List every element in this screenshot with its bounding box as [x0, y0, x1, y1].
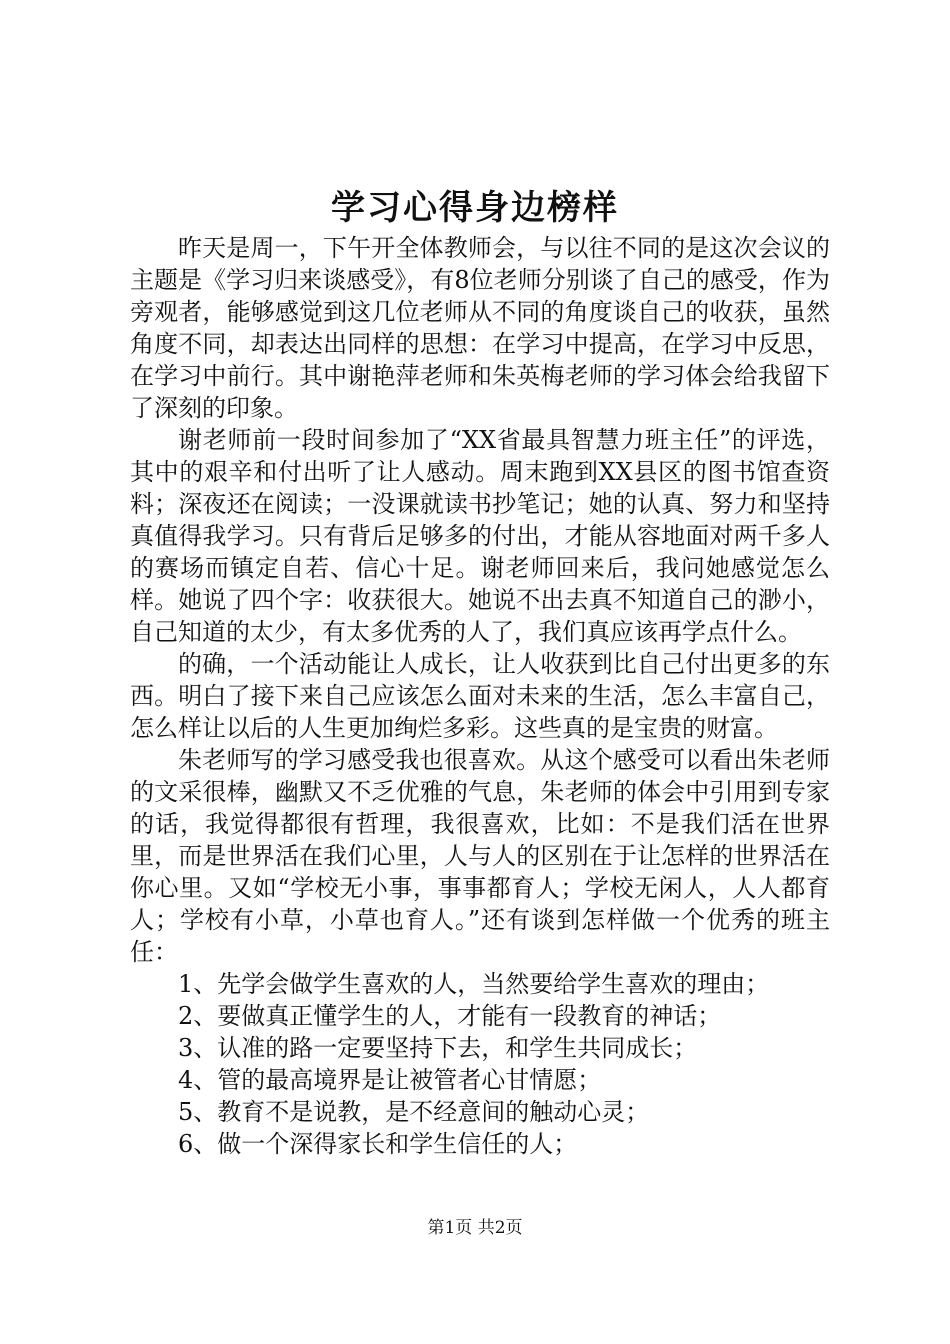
- list-item-3: 3、认准的路一定要坚持下去，和学生共同成长；: [178, 1034, 698, 1062]
- paragraph-2: 谢老师前一段时间参加了“XX省最具智慧力班主任”的评选，其中的艰辛和付出听了让人感动。周末跑到XX县区的图书馆查资料；深夜还在阅读；一没课就读书抄笔记；她的认真、努力和坚持真值得我学习。只有背后足够多的付出，才能从容地面对两千多人的赛场而镇定自若、信心十足。谢老师回来后，我问她感觉怎么样。她说了四个字：收获很大。她说不出去真不知道自己的渺小，自己知道的太少，有太多优秀的人了，我们真应该再学点什么。: [130, 426, 830, 646]
- list-item-6: 6、做一个深得家长和学生信任的人；: [178, 1130, 578, 1158]
- list-item-1: 1、先学会做学生喜欢的人，当然要给学生喜欢的理由；: [178, 970, 770, 998]
- list-item-4: 4、管的最高境界是让被管者心甘情愿；: [178, 1066, 602, 1094]
- paragraph-4: 朱老师写的学习感受我也很喜欢。从这个感受可以看出朱老师的文采很棒，幽默又不乏优雅的气息，朱老师的体会中引用到专家的话，我觉得都很有哲理，我很喜欢，比如：不是我们活在世界里，而是世界活在我们心里，人与人的区别在于让怎样的世界活在你心里。又如“学校无小事，事事都育人；学校无闲人，人人都育人；学校有小草，小草也育人。”还有谈到怎样做一个优秀的班主任：: [130, 746, 830, 966]
- paragraph-1: 昨天是周一，下午开全体教师会，与以往不同的是这次会议的主题是《学习归来谈感受》，有8位老师分别谈了自己的感受，作为旁观者，能够感觉到这几位老师从不同的角度谈自己的收获，虽然角度不同，却表达出同样的思想：在学习中提高，在学习中反思，在学习中前行。其中谢艳萍老师和朱英梅老师的学习体会给我留下了深刻的印象。: [130, 234, 830, 422]
- document-body: [130, 232, 830, 1160]
- page-footer: 第1页 共2页: [427, 1218, 523, 1238]
- list-item-5: 5、教育不是说教，是不经意间的触动心灵；: [178, 1098, 650, 1126]
- list-item-2: 2、要做真正懂学生的人，才能有一段教育的神话；: [178, 1002, 722, 1030]
- paragraph-3: 的确，一个活动能让人成长，让人收获到比自己付出更多的东西。明白了接下来自己应该怎么面对未来的生活，怎么丰富自己，怎么样让以后的人生更加绚烂多彩。这些真的是宝贵的财富。: [130, 650, 830, 742]
- document-title: 学习心得身边榜样: [331, 188, 619, 228]
